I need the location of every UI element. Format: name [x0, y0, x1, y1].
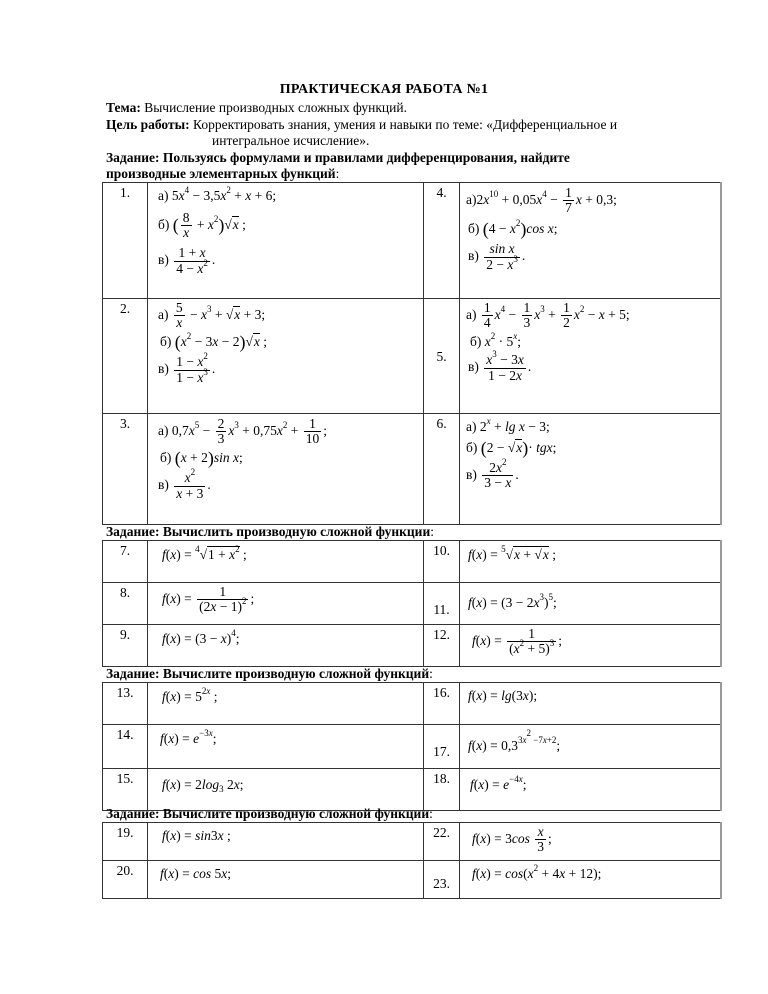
- task-number: 23.: [424, 861, 460, 899]
- task-1a: а) $5x^4 - 3,5x^2 + x + 6$;: [158, 185, 277, 203]
- colon: :: [430, 524, 435, 539]
- task-number: 6.: [424, 414, 460, 525]
- task-8: f(x) = $\frac{1}{(2x - 1)^2}$ ;: [148, 583, 424, 625]
- task-10: f(x) = $^5$√ x + √ x ;: [460, 541, 721, 583]
- task-number: 5.: [424, 299, 460, 414]
- task-3b: б) (x + 2)sin x;: [160, 448, 243, 469]
- task-number: 10.: [424, 541, 460, 583]
- task-13: $f(x) = 5^{2x}$ ;: [148, 683, 424, 725]
- task-cell-6: [460, 414, 721, 525]
- task-7: f(x) = $^4$√ $1 + x^2$ ;: [148, 541, 424, 583]
- goal-text-1: Корректировать знания, умения и навыки по теме: «Дифференциальное и: [193, 117, 618, 132]
- task-table-2: [102, 540, 722, 667]
- task-1b: б) ( $\frac{8}{x}$ + $x^2)√$ x ;: [148, 205, 423, 240]
- task2-heading-text: Задание: Вычислить производную сложной функции: [106, 524, 431, 539]
- task-14: $f(x) = e^{-3x}$;: [148, 725, 424, 769]
- task-cell-5: [460, 299, 721, 414]
- task-number: 3.: [103, 414, 148, 525]
- task-number: 9.: [103, 625, 148, 667]
- task-3c: в) $\frac{x^2}{x + 3}$ .: [158, 467, 211, 501]
- task1-heading-text: производные элементарных функций: [106, 166, 336, 181]
- task1-heading-line2: [106, 166, 339, 182]
- task-table-3: [102, 682, 722, 811]
- task-22: f(x) = 3cos $\frac{x}{3}$ ;: [460, 823, 721, 861]
- task-number: 20.: [103, 861, 148, 899]
- task-16: f(x) = lg(3x);: [460, 683, 721, 725]
- task3-heading-text: Задание: Вычислите производную сложной функций: [106, 666, 430, 681]
- task-2a: а) $\frac{5}{x}$ − $x^3$ + √ x + 3;: [148, 299, 423, 330]
- goal-line: [106, 117, 617, 133]
- task-5c: в) $\frac{x^3 - 3x}{1 - 2x}$ .: [468, 349, 532, 383]
- task1-heading-line1: Задание: Пользуясь формулами и правилами дифференцирования, найдите: [106, 150, 570, 165]
- task-number: 7.: [103, 541, 148, 583]
- goal-label: Цель работы:: [106, 117, 190, 132]
- task4-heading-text: Задание: Вычислите производную сложной функции: [106, 806, 430, 821]
- task-table-4: [102, 822, 722, 899]
- task-number: 19.: [103, 823, 148, 861]
- task-number: 12.: [424, 625, 460, 667]
- task-17: $f(x) = 0,3^{3x^2 -7x+2}$;: [460, 725, 721, 769]
- task-9: $f(x) = (3 - x)^4$;: [148, 625, 424, 667]
- task-4c: в) $\frac{\text{sin x}}{2 - x^3}$ .: [468, 241, 526, 272]
- task-1c: в) $\frac{1 + x}{4 - x^2}$ .: [158, 245, 216, 276]
- task-number: 13.: [103, 683, 148, 725]
- task4-heading: [106, 806, 433, 822]
- task-number: 17.: [424, 725, 460, 769]
- task-2b: б) $(x^2 - 3x - 2)√$ x ;: [148, 330, 423, 352]
- task-number: 14.: [103, 725, 148, 769]
- theme-line: [106, 100, 407, 116]
- task-20: f(x) = cos 5x;: [148, 861, 424, 899]
- task-23: $f(x) = \cos(x^2 + 4x + 12)$;: [460, 861, 721, 899]
- colon: :: [429, 666, 433, 681]
- page-title: ПРАКТИЧЕСКАЯ РАБОТА №1: [279, 82, 489, 97]
- task-6c: в) $\frac{2x^2}{3 - x}$ .: [466, 457, 519, 491]
- task-cell-2: [148, 299, 424, 414]
- goal-text-2: интегральное исчисление».: [212, 133, 370, 148]
- task-number: 18.: [424, 769, 460, 811]
- colon: :: [335, 166, 340, 181]
- task-table-1: [102, 182, 722, 525]
- task-2c: в) $\frac{1 - x^2}{1 - x^3}$ .: [158, 351, 216, 385]
- colon: :: [429, 806, 433, 821]
- theme-text: Вычисление производных сложных функций.: [144, 100, 407, 115]
- task-15: $f(x) = 2\log_3$ 2x;: [148, 769, 424, 811]
- task-cell-4: [460, 183, 721, 299]
- task-18: $f(x) = e^{-4x}$;: [460, 769, 721, 811]
- task-6a: а) $2^x + \lg x - 3$;: [466, 416, 550, 434]
- theme-label: Тема:: [106, 100, 141, 115]
- task-6b: б) (2 − √ x)· tgx;: [460, 436, 720, 458]
- task-11: $f(x) = (3 - 2x^3)^5$;: [460, 583, 721, 625]
- task-cell-1: [148, 183, 424, 299]
- task-5a: а) $\frac{1}{4}$ $x^4$ − $\frac{1}{3}$ $x^3$ + $\frac{1}{2}$ $x^2 - x + 5$;: [466, 300, 630, 331]
- task-number: 4.: [424, 183, 460, 299]
- task-12: f(x) = $\frac{1}{(x^2 + 5)^3}$ ;: [460, 625, 721, 667]
- task-number: 11.: [424, 583, 460, 625]
- task-number: 16.: [424, 683, 460, 725]
- task-number: 1.: [103, 183, 148, 299]
- task-4a: $а)2x^{10} + 0,05x^4$ − $\frac{1}{7}$ x + 0,3;: [466, 185, 617, 216]
- task3-heading: [106, 666, 433, 682]
- task2-heading: [106, 524, 434, 540]
- task-5b: б) $x^2 \cdot 5^x$;: [470, 331, 522, 350]
- task-number: 2.: [103, 299, 148, 414]
- task-number: 8.: [103, 583, 148, 625]
- task-19: f(x) = sin3x ;: [148, 823, 424, 861]
- task-4b: б) $(4 - x^2)\cos$ x;: [468, 218, 558, 240]
- task-cell-3: [148, 414, 424, 525]
- task-3a: а) $0,7x^5$ − $\frac{2}{3}$ $x^3 + 0,75x^2$ + $\frac{1}{10}$ ;: [158, 416, 328, 447]
- task-number: 15.: [103, 769, 148, 811]
- task-number: 22.: [424, 823, 460, 861]
